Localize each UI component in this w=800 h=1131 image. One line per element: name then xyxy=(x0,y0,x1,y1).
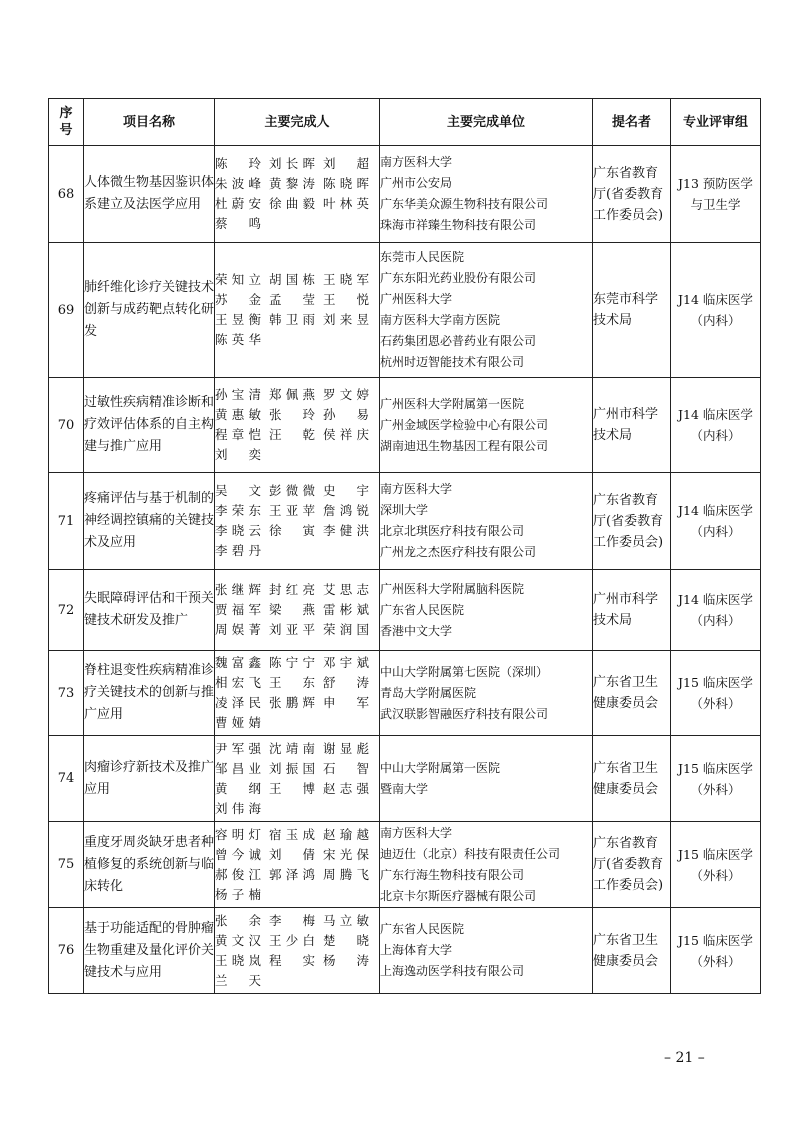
contributor-name: 刘亚平 xyxy=(269,622,315,637)
contributor-name: 王 东 xyxy=(269,675,315,690)
contributor-name: 刘 倩 xyxy=(269,846,315,862)
contributor-name: 周腾飞 xyxy=(323,866,369,882)
nominator: 广东省教育厅(省委教育工作委员会) xyxy=(593,473,671,570)
contributor-name: 黄 纲 xyxy=(215,780,261,796)
unit-name: 广州医科大学附属第一医院 xyxy=(380,396,525,411)
contributor-name: 楚 晓 xyxy=(323,932,369,948)
review-group xyxy=(671,822,761,908)
contributor-name: 赵瑜越 xyxy=(323,826,369,842)
contributor-name: 艾思志 xyxy=(323,582,369,597)
contributor-name: 刘 奕 xyxy=(215,447,261,462)
contributor-name: 蔡 鸣 xyxy=(215,216,261,231)
contributor-name: 郑佩燕 xyxy=(269,387,315,402)
contributor-name: 史 宇 xyxy=(323,483,369,498)
contributor-name: 徐 寅 xyxy=(269,523,315,538)
contributor-name: 容明灯 xyxy=(215,826,261,842)
row-serial: 75 xyxy=(49,822,84,908)
unit-name: 南方医科大学 xyxy=(380,825,453,840)
contributor-name: 王晓岚 xyxy=(215,952,261,968)
contributor-name: 尹军强 xyxy=(215,740,261,756)
review-group-line: J15 临床医学 xyxy=(678,846,753,862)
review-group-line: J15 临床医学 xyxy=(678,760,753,776)
unit-name: 南方医科大学南方医院 xyxy=(380,313,501,327)
contributor-name: 吴 文 xyxy=(215,483,261,498)
contributor-name: 郭泽鸿 xyxy=(269,866,315,882)
contributor-name: 苏 金 xyxy=(215,292,261,307)
contributor-name: 申 军 xyxy=(323,695,369,710)
contributors-cell xyxy=(215,736,380,822)
unit-name: 广州市公安局 xyxy=(380,176,453,190)
row-serial: 70 xyxy=(49,378,84,473)
unit-name: 上海逸动医学科技有限公司 xyxy=(380,964,525,978)
contributor-name: 贾福军 xyxy=(215,602,261,617)
contributor-name: 陈 玲 xyxy=(215,156,261,171)
review-group-line: 与卫生学 xyxy=(690,197,741,212)
contributor-name: 陈宁宁 xyxy=(269,655,315,670)
table-row xyxy=(49,473,761,570)
contributor-name: 宿玉成 xyxy=(269,826,315,842)
unit-name: 暨南大学 xyxy=(380,781,429,796)
row-serial: 72 xyxy=(49,570,84,651)
contributor-name: 程章恺 xyxy=(215,427,261,442)
contributor-name: 杨 涛 xyxy=(323,952,369,968)
contributor-name: 黄黎涛 xyxy=(269,176,315,191)
unit-name: 北京北琪医疗科技有限公司 xyxy=(380,524,525,538)
row-serial: 73 xyxy=(49,651,84,736)
contributor-name: 曹娅婧 xyxy=(215,715,261,730)
contributor-name: 徐曲毅 xyxy=(269,196,315,211)
contributor-name: 杨子楠 xyxy=(215,886,261,902)
row-serial: 76 xyxy=(49,908,84,994)
unit-name: 湖南迪迅生物基因工程有限公司 xyxy=(380,438,549,453)
contributor-name: 李健洪 xyxy=(323,523,369,538)
unit-name: 广州医科大学附属脑科医院 xyxy=(380,581,525,596)
project-name: 脊柱退变性疾病精准诊疗关键技术的创新与推广应用 xyxy=(84,651,215,736)
contributor-name: 舒 涛 xyxy=(323,675,369,690)
units-cell xyxy=(380,651,593,736)
nominator: 广州市科学技术局 xyxy=(593,378,671,473)
table-row xyxy=(49,570,761,651)
project-name: 肺纤维化诊疗关键技术创新与成药靶点转化研发 xyxy=(84,243,215,378)
page-number: – 21 – xyxy=(664,1050,705,1066)
header-serial: 序号 xyxy=(49,99,84,146)
contributors-cell xyxy=(215,378,380,473)
contributor-name: 曾今诚 xyxy=(215,846,261,862)
review-group-line: J14 临床医学 xyxy=(678,503,753,518)
contributors-cell xyxy=(215,243,380,378)
row-serial: 71 xyxy=(49,473,84,570)
contributors-cell xyxy=(215,570,380,651)
table-row xyxy=(49,822,761,908)
contributor-name: 刘长晖 xyxy=(269,156,315,171)
contributor-name: 朱波峰 xyxy=(215,176,261,191)
unit-name: 武汉联影智融医疗科技有限公司 xyxy=(380,706,549,721)
unit-name: 广东省人民医院 xyxy=(380,922,465,936)
nominator: 广东省教育厅(省委教育工作委员会) xyxy=(593,146,671,243)
contributor-name: 李荣东 xyxy=(215,503,261,518)
contributor-name: 陈英华 xyxy=(215,332,261,347)
contributor-name: 魏富鑫 xyxy=(215,655,261,670)
table-row xyxy=(49,736,761,822)
contributor-name: 黄惠敏 xyxy=(215,407,261,422)
project-name: 过敏性疾病精准诊断和疗效评估体系的自主构建与推广应用 xyxy=(84,378,215,473)
review-group-line: J14 临床医学 xyxy=(678,292,753,307)
row-serial: 68 xyxy=(49,146,84,243)
review-group-line: J14 临床医学 xyxy=(678,592,753,607)
review-group xyxy=(671,908,761,994)
project-name: 人体微生物基因鉴识体系建立及法医学应用 xyxy=(84,146,215,243)
contributor-name: 刘 超 xyxy=(323,156,369,171)
table-row xyxy=(49,908,761,994)
contributor-name: 赵志强 xyxy=(323,780,369,796)
units-cell xyxy=(380,473,593,570)
review-group-line: J15 临床医学 xyxy=(678,675,753,690)
contributor-name: 荣知立 xyxy=(215,272,261,287)
contributor-name: 刘来昱 xyxy=(323,312,369,327)
nominator: 广东省卫生健康委员会 xyxy=(593,908,671,994)
table-row xyxy=(49,651,761,736)
review-group-line: J13 预防医学 xyxy=(678,176,753,191)
contributors-cell xyxy=(215,651,380,736)
units-cell xyxy=(380,146,593,243)
review-group-line: J14 临床医学 xyxy=(678,407,753,422)
review-group-line: （内科） xyxy=(690,428,741,443)
review-group xyxy=(671,378,761,473)
contributor-name: 宋光保 xyxy=(323,846,369,862)
contributor-name: 相宏飞 xyxy=(215,675,261,690)
contributor-name: 王 博 xyxy=(269,780,315,796)
review-group xyxy=(671,243,761,378)
review-group xyxy=(671,473,761,570)
contributor-name: 王亚苹 xyxy=(269,503,315,518)
row-serial: 74 xyxy=(49,736,84,822)
header-nominator: 提名者 xyxy=(593,99,671,146)
header-project-name: 项目名称 xyxy=(84,99,215,146)
contributors-cell xyxy=(215,822,380,908)
units-cell xyxy=(380,570,593,651)
nominator: 广州市科学技术局 xyxy=(593,570,671,651)
unit-name: 中山大学附属第一医院 xyxy=(380,760,501,775)
review-group xyxy=(671,570,761,651)
nominator: 东莞市科学技术局 xyxy=(593,243,671,378)
contributor-name: 凌泽民 xyxy=(215,695,261,710)
review-group xyxy=(671,651,761,736)
review-group-line: （内科） xyxy=(690,613,741,628)
review-group-line: （外科） xyxy=(690,867,741,883)
unit-name: 南方医科大学 xyxy=(380,155,453,169)
contributor-name: 王晓军 xyxy=(323,272,369,287)
contributor-name: 杜蔚安 xyxy=(215,196,261,211)
header-main-units: 主要完成单位 xyxy=(380,99,593,146)
project-name: 重度牙周炎缺牙患者种植修复的系统创新与临床转化 xyxy=(84,822,215,908)
units-cell xyxy=(380,736,593,822)
review-group-line: （外科） xyxy=(690,696,741,711)
nominator: 广东省教育厅(省委教育工作委员会) xyxy=(593,822,671,908)
awards-table xyxy=(48,98,761,994)
contributor-name: 罗文婷 xyxy=(323,387,369,402)
contributor-name: 王 悦 xyxy=(323,292,369,307)
nominator: 广东省卫生健康委员会 xyxy=(593,736,671,822)
contributor-name: 周娱菁 xyxy=(215,622,261,637)
contributor-name: 彭微微 xyxy=(269,483,315,498)
contributor-name: 谢显彪 xyxy=(323,740,369,756)
unit-name: 广东行海生物科技有限公司 xyxy=(380,867,525,882)
contributor-name: 陈晓晖 xyxy=(323,176,369,191)
contributor-name: 詹鸿锐 xyxy=(323,503,369,518)
contributors-cell xyxy=(215,146,380,243)
contributor-name: 张 余 xyxy=(215,912,261,928)
header-review-group: 专业评审组 xyxy=(671,99,761,146)
nominator: 广东省卫生健康委员会 xyxy=(593,651,671,736)
contributor-name: 韩卫雨 xyxy=(269,312,315,327)
contributors-cell xyxy=(215,473,380,570)
contributor-name: 石 智 xyxy=(323,760,369,776)
contributor-name: 李 梅 xyxy=(269,912,315,928)
unit-name: 迪迈仕（北京）科技有限责任公司 xyxy=(380,846,561,861)
table-header-row xyxy=(49,99,761,146)
unit-name: 南方医科大学 xyxy=(380,482,453,496)
unit-name: 广东省人民医院 xyxy=(380,602,465,617)
contributor-name: 张 玲 xyxy=(269,407,315,422)
contributor-name: 张继辉 xyxy=(215,582,261,597)
contributor-name: 孙 易 xyxy=(323,407,369,422)
contributor-name: 汪 乾 xyxy=(269,427,315,442)
unit-name: 青岛大学附属医院 xyxy=(380,685,477,700)
contributor-name: 雷彬斌 xyxy=(323,602,369,617)
project-name: 疼痛评估与基于机制的神经调控镇痛的关键技术及应用 xyxy=(84,473,215,570)
contributor-name: 邹昌业 xyxy=(215,760,261,776)
table-row xyxy=(49,243,761,378)
contributor-name: 马立敏 xyxy=(323,912,369,928)
contributors-cell xyxy=(215,908,380,994)
contributor-name: 兰 天 xyxy=(215,972,261,988)
table-row xyxy=(49,146,761,243)
contributor-name: 胡国栋 xyxy=(269,272,315,287)
contributor-name: 孙宝清 xyxy=(215,387,261,402)
review-group-line: （外科） xyxy=(690,953,741,969)
review-group-line: J15 临床医学 xyxy=(678,932,753,948)
contributor-name: 刘伟海 xyxy=(215,800,261,816)
unit-name: 广州龙之杰医疗科技有限公司 xyxy=(380,545,537,559)
unit-name: 上海体育大学 xyxy=(380,943,453,957)
project-name: 失眠障碍评估和干预关键技术研发及推广 xyxy=(84,570,215,651)
unit-name: 香港中文大学 xyxy=(380,623,453,638)
table-row xyxy=(49,378,761,473)
unit-name: 广州医科大学 xyxy=(380,292,453,306)
contributor-name: 张鹏辉 xyxy=(269,695,315,710)
units-cell xyxy=(380,822,593,908)
review-group-line: （外科） xyxy=(690,781,741,797)
review-group xyxy=(671,736,761,822)
contributor-name: 郝俊江 xyxy=(215,866,261,882)
review-group-line: （内科） xyxy=(690,313,741,328)
review-group xyxy=(671,146,761,243)
contributor-name: 侯祥庆 xyxy=(323,427,369,442)
unit-name: 东莞市人民医院 xyxy=(380,250,465,264)
contributor-name: 叶林英 xyxy=(323,196,369,211)
unit-name: 珠海市祥臻生物科技有限公司 xyxy=(380,218,537,232)
units-cell xyxy=(380,243,593,378)
project-name: 肉瘤诊疗新技术及推广应用 xyxy=(84,736,215,822)
unit-name: 杭州时迈智能技术有限公司 xyxy=(380,355,525,369)
review-group-line: （内科） xyxy=(690,524,741,539)
units-cell xyxy=(380,908,593,994)
contributor-name: 李碧丹 xyxy=(215,543,261,558)
contributor-name: 荣润国 xyxy=(323,622,369,637)
unit-name: 北京卡尔斯医疗器械有限公司 xyxy=(380,888,537,903)
row-serial: 69 xyxy=(49,243,84,378)
unit-name: 广东东阳光药业股份有限公司 xyxy=(380,271,537,285)
header-main-contributors: 主要完成人 xyxy=(215,99,380,146)
contributor-name: 王少白 xyxy=(269,932,315,948)
unit-name: 深圳大学 xyxy=(380,503,429,517)
unit-name: 中山大学附属第七医院（深圳） xyxy=(380,664,549,679)
contributor-name: 程 实 xyxy=(269,952,315,968)
contributor-name: 刘振国 xyxy=(269,760,315,776)
contributor-name: 封红亮 xyxy=(269,582,315,597)
units-cell xyxy=(380,378,593,473)
contributor-name: 沈靖南 xyxy=(269,740,315,756)
unit-name: 石药集团恩必普药业有限公司 xyxy=(380,334,537,348)
contributor-name: 孟 莹 xyxy=(269,292,315,307)
contributor-name: 王昱衡 xyxy=(215,312,261,327)
unit-name: 广东华美众源生物科技有限公司 xyxy=(380,197,549,211)
unit-name: 广州金域医学检验中心有限公司 xyxy=(380,417,549,432)
contributor-name: 李晓云 xyxy=(215,523,261,538)
contributor-name: 邓宇斌 xyxy=(323,655,369,670)
project-name: 基于功能适配的骨肿瘤生物重建及量化评价关键技术与应用 xyxy=(84,908,215,994)
contributor-name: 梁 燕 xyxy=(269,602,315,617)
contributor-name: 黄文汉 xyxy=(215,932,261,948)
